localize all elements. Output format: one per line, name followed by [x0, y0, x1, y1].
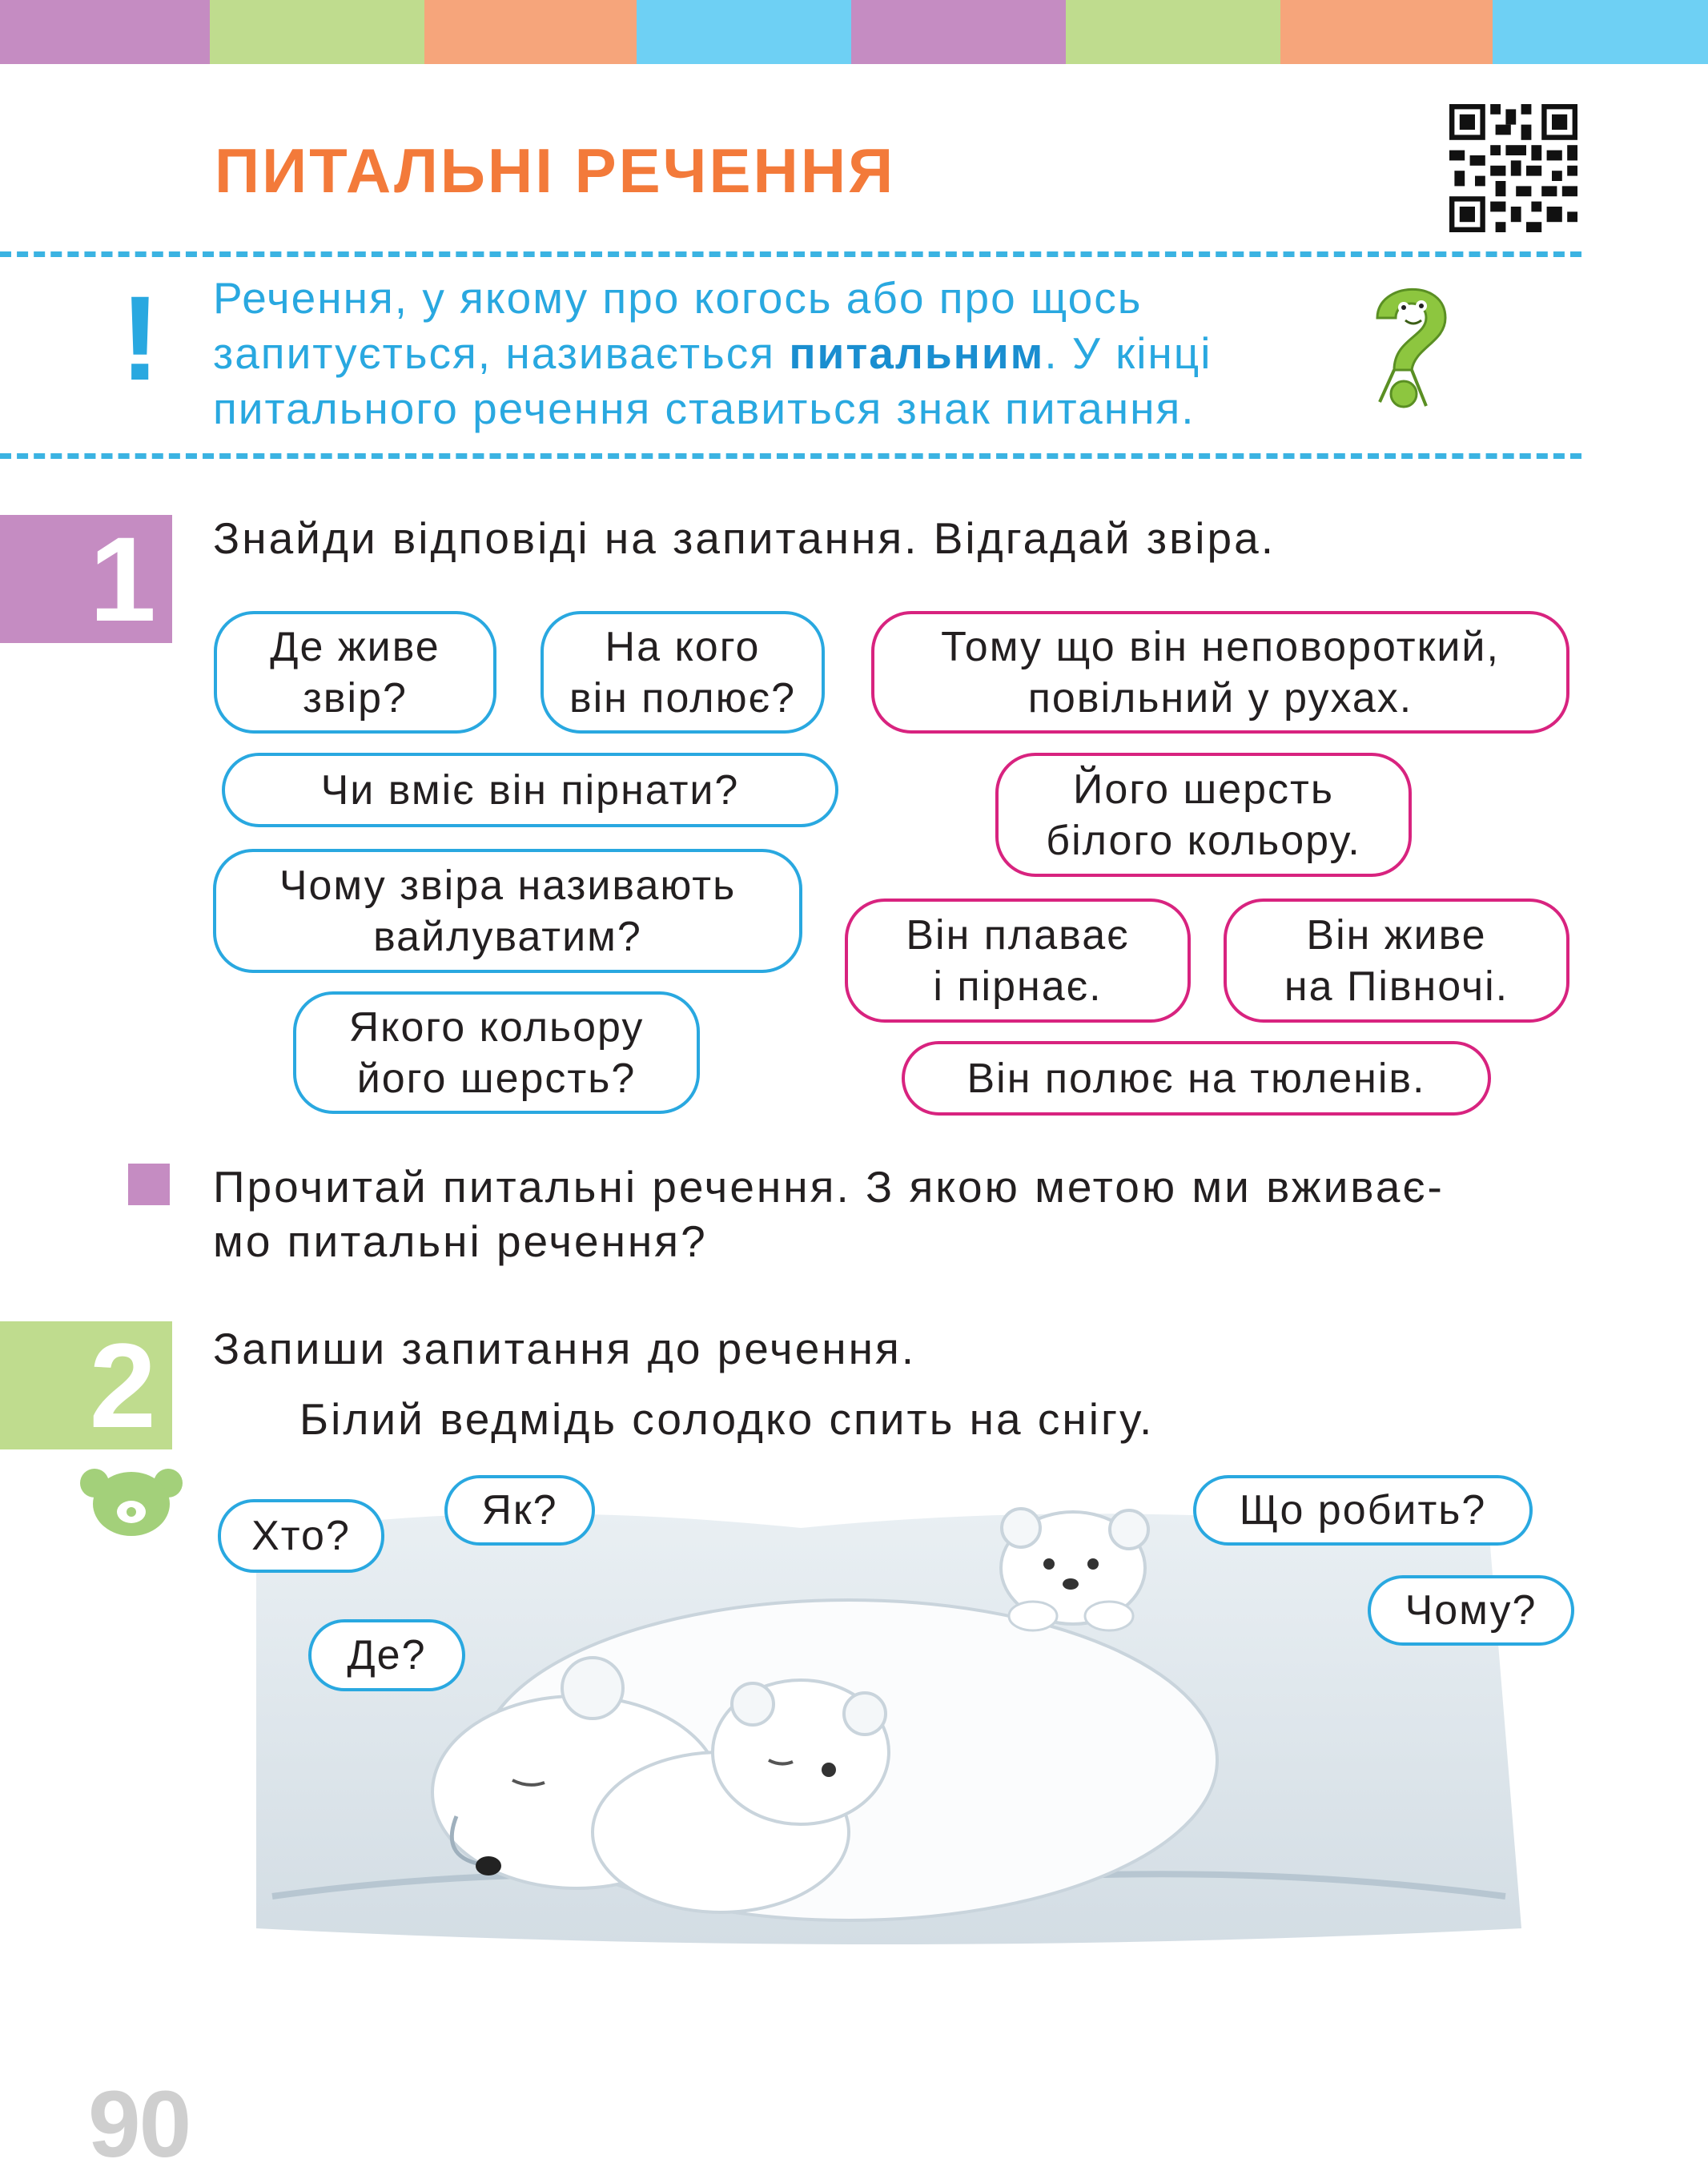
exercise-2-instruction: Запиши запитання до речення.: [213, 1324, 917, 1373]
stripe: [210, 0, 424, 64]
bear-head-icon: [78, 1465, 184, 1538]
answer-bubble[interactable]: Він живе на Півночі.: [1224, 899, 1569, 1023]
stripe: [1066, 0, 1280, 64]
polar-bear-illustration: [240, 1480, 1537, 1952]
exercise-2-number: 2: [0, 1321, 172, 1449]
task-marker-square: [128, 1164, 170, 1205]
exercise-1-number: 1: [0, 515, 172, 643]
qr-code-icon[interactable]: [1449, 104, 1577, 232]
question-bubble[interactable]: Чому звіра називають вайлуватим?: [213, 849, 802, 973]
stripe: [637, 0, 851, 64]
polar-bear-scene-image: [240, 1480, 1537, 1952]
stripe: [0, 0, 210, 64]
question-bubble[interactable]: На кого він полює?: [541, 611, 825, 734]
exclamation-icon: !: [120, 271, 160, 405]
stripe: [424, 0, 637, 64]
stripe: [851, 0, 1066, 64]
rule-term: питальним: [789, 328, 1045, 378]
stripe: [1493, 0, 1708, 64]
rule-bottom-divider: [0, 453, 1581, 459]
answer-bubble[interactable]: Тому що він неповороткий, повільний у рухах.: [871, 611, 1569, 734]
question-word-bubble[interactable]: Де?: [308, 1619, 465, 1691]
question-word-bubble[interactable]: Чому?: [1368, 1575, 1574, 1646]
exercise-1-instruction: Знайди відповіді на запитання. Відгадай звіра.: [213, 513, 1276, 563]
answer-bubble[interactable]: Його шерсть білого кольору.: [995, 753, 1412, 877]
rule-text: [213, 271, 1334, 436]
question-bubble[interactable]: Якого кольору його шерсть?: [293, 991, 700, 1114]
question-bubble[interactable]: Де живе звір?: [214, 611, 496, 734]
exercise-1-task: Прочитай питальні речення. З якою метою ми вживає- мо питальні речення?: [213, 1162, 1445, 1266]
answer-bubble[interactable]: Він плаває і пірнає.: [845, 899, 1191, 1023]
stripe: [1280, 0, 1493, 64]
answer-bubble[interactable]: Він полює на тюленів.: [902, 1041, 1491, 1116]
rule-text-part: Речення, у якому про когось або про щось запитується, називається: [213, 273, 1143, 378]
question-mark-character-icon: [1357, 274, 1457, 426]
question-word-bubble[interactable]: Хто?: [218, 1499, 384, 1573]
rule-top-divider: [0, 251, 1581, 257]
rule-text-part: . У кінці питального речення ставиться знак питання.: [213, 328, 1212, 433]
page-number: 90: [88, 2072, 191, 2177]
question-word-bubble[interactable]: Що робить?: [1193, 1475, 1533, 1546]
question-word-bubble[interactable]: Як?: [444, 1475, 595, 1546]
page-title: ПИТАЛЬНІ РЕЧЕННЯ: [215, 135, 896, 206]
question-bubble[interactable]: Чи вміє він пірнати?: [222, 753, 838, 827]
exercise-2-sentence: Білий ведмідь солодко спить на снігу.: [299, 1394, 1155, 1444]
